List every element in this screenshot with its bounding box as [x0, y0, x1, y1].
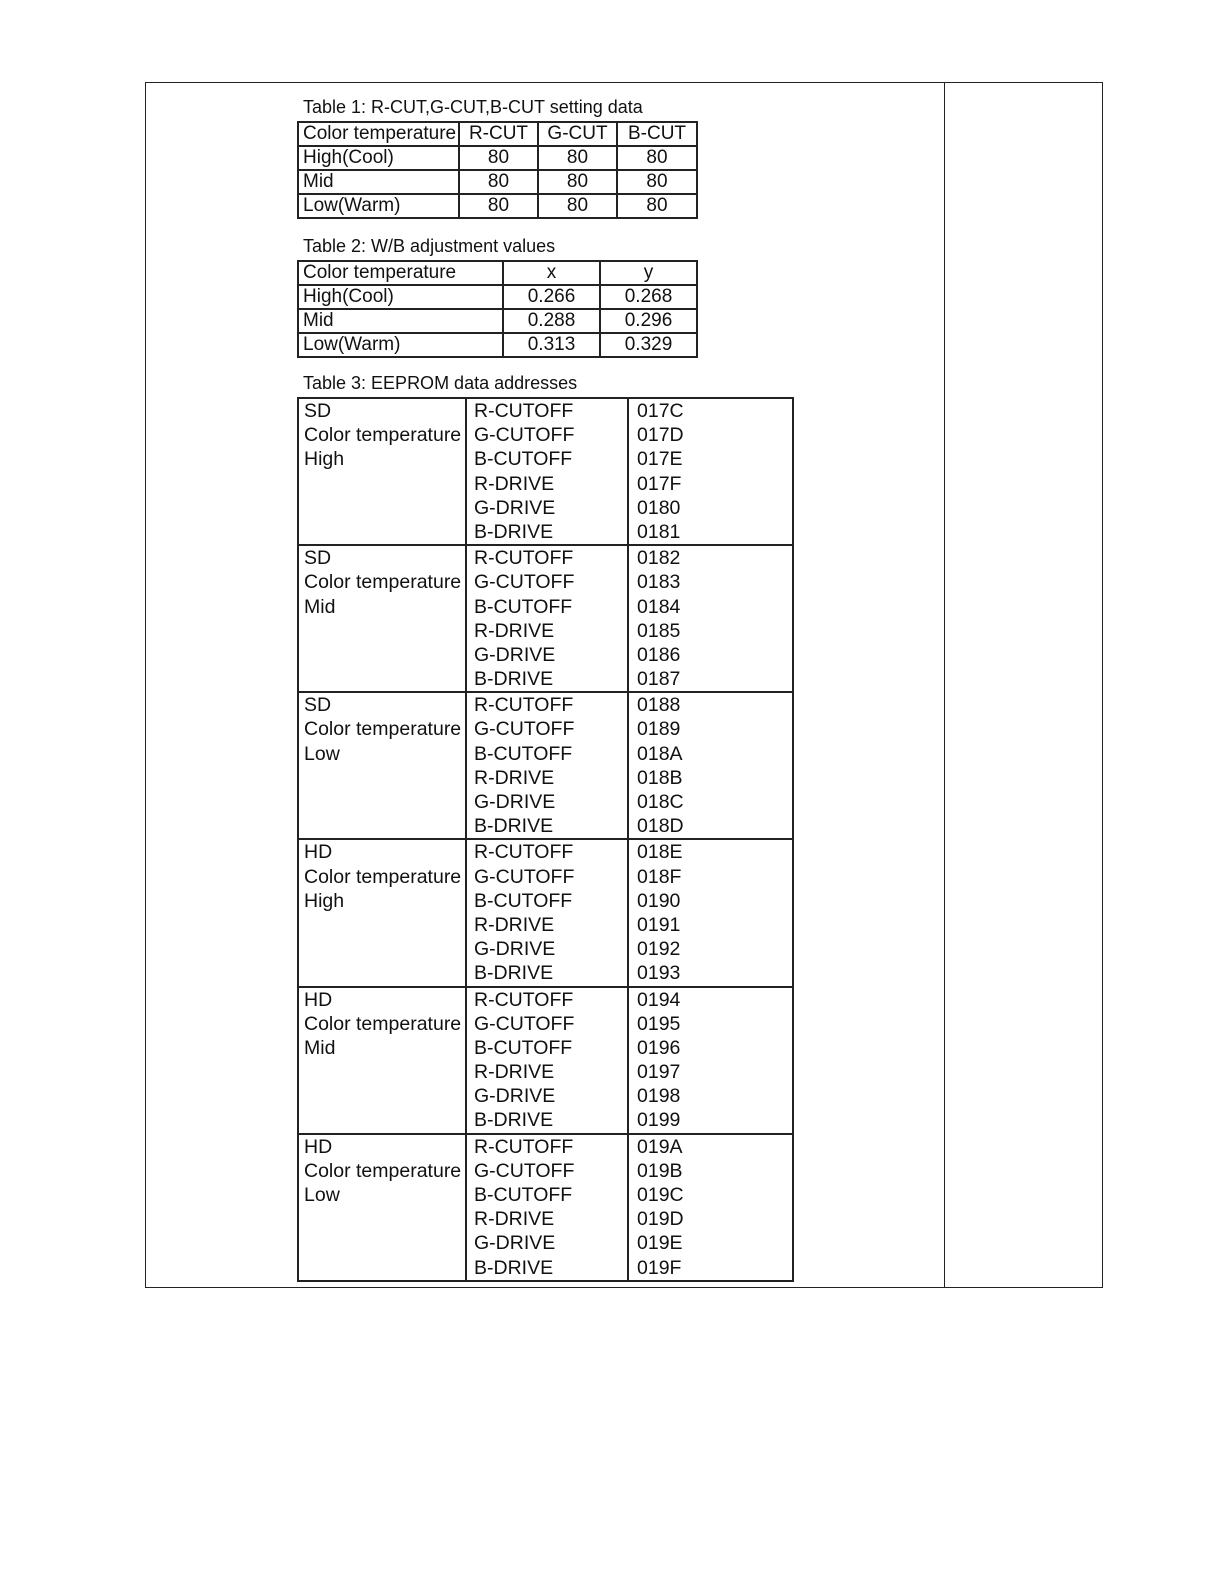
address-cell	[628, 839, 793, 986]
table-cell: 80	[538, 170, 617, 194]
group-label-cell-line: High	[304, 448, 345, 471]
table-cell: 0.288	[503, 309, 600, 333]
group-label-cell-line: SD	[304, 547, 332, 570]
group-label-cell	[298, 987, 466, 1134]
address-cell	[628, 398, 793, 545]
signal-cell	[466, 398, 628, 545]
group-label-cell	[298, 839, 466, 986]
group-label-cell-line: Mid	[304, 595, 336, 618]
address-cell-line: 018E	[637, 841, 683, 864]
address-cell-line: 0191	[637, 913, 681, 936]
address-cell-line: 0196	[637, 1036, 681, 1059]
address-cell-line: 019D	[637, 1208, 684, 1231]
frame-column-divider	[944, 82, 945, 1288]
address-cell-line: 0195	[637, 1012, 681, 1035]
address-cell-line: 0189	[637, 718, 681, 741]
signal-cell	[466, 692, 628, 839]
table-row	[298, 194, 697, 218]
header-cell: Color temperature	[298, 122, 459, 146]
address-cell-line: 0184	[637, 595, 681, 618]
address-cell-line: 0185	[637, 619, 681, 642]
signal-cell-line: G-CUTOFF	[474, 571, 575, 594]
signal-cell-line: G-DRIVE	[474, 643, 556, 666]
address-cell-line: 018C	[637, 791, 684, 813]
address-cell-line: 019B	[637, 1159, 683, 1182]
signal-cell-line: B-DRIVE	[474, 520, 554, 543]
group-label-cell-line: SD	[304, 694, 332, 717]
table-cell: 80	[538, 194, 617, 218]
signal-cell	[466, 545, 628, 692]
table-cell: 0.313	[503, 333, 600, 357]
signal-cell-line: R-DRIVE	[474, 472, 555, 495]
group-label-cell-line: Color temperature	[304, 1159, 462, 1182]
address-cell-line: 017F	[637, 472, 682, 495]
address-cell-line: 0199	[637, 1109, 681, 1132]
signal-cell-line: G-DRIVE	[474, 1085, 556, 1108]
group-label-cell-line: SD	[304, 400, 332, 422]
signal-cell-line: R-CUTOFF	[474, 400, 574, 422]
signal-cell-line: B-DRIVE	[474, 962, 554, 985]
signal-cell-line: G-CUTOFF	[474, 1012, 575, 1035]
row-label: Mid	[298, 170, 459, 194]
table-row	[298, 309, 697, 333]
table2-caption: Table 2: W/B adjustment values	[303, 236, 556, 256]
signal-cell-line: G-DRIVE	[474, 791, 556, 813]
signal-cell-line: G-CUTOFF	[474, 718, 575, 741]
signal-cell-line: B-CUTOFF	[474, 889, 573, 912]
group-label-cell-line: Color temperature	[304, 1012, 462, 1035]
address-cell-line: 017D	[637, 424, 684, 447]
table-cell: 80	[538, 146, 617, 170]
group-label-cell-line: Color temperature	[304, 424, 462, 447]
signal-cell-line: G-CUTOFF	[474, 865, 575, 888]
signal-cell	[466, 839, 628, 986]
address-cell-line: 0193	[637, 962, 681, 985]
group-label-cell	[298, 692, 466, 839]
signal-cell-line: B-DRIVE	[474, 668, 554, 691]
group-label-cell-line: Low	[304, 742, 340, 765]
address-cell-line: 0197	[637, 1061, 681, 1084]
table3-caption: Table 3: EEPROM data addresses	[303, 373, 578, 393]
address-cell-line: 0190	[637, 889, 681, 912]
address-cell-line: 019A	[637, 1135, 683, 1158]
address-cell-line: 019E	[637, 1232, 683, 1255]
address-cell-line: 0183	[637, 571, 681, 594]
table-row	[298, 333, 697, 357]
group-label-cell-line: Color temperature	[304, 571, 462, 594]
table-cell: 80	[459, 170, 538, 194]
address-group-row	[298, 1134, 793, 1281]
row-label: High(Cool)	[298, 285, 503, 309]
table-row	[298, 170, 697, 194]
table-cell: 80	[617, 170, 697, 194]
wb-adjustment-table	[297, 260, 698, 358]
address-cell-line: 018B	[637, 766, 683, 789]
table-cell: 0.329	[600, 333, 697, 357]
address-cell-line: 0198	[637, 1085, 681, 1108]
signal-cell-line: G-CUTOFF	[474, 424, 575, 447]
table-header-row	[298, 122, 697, 146]
address-cell-line: 0182	[637, 547, 681, 570]
address-cell-line: 0192	[637, 938, 681, 961]
group-label-cell-line: High	[304, 889, 345, 912]
group-label-cell	[298, 398, 466, 545]
address-cell-line: 0186	[637, 643, 681, 666]
signal-cell-line: R-DRIVE	[474, 766, 555, 789]
group-label-cell-line: Color temperature	[304, 718, 462, 741]
header-cell: x	[503, 261, 600, 285]
row-label: Mid	[298, 309, 503, 333]
table-cell: 80	[459, 194, 538, 218]
address-cell-line: 0187	[637, 668, 681, 691]
signal-cell-line: R-CUTOFF	[474, 1135, 574, 1158]
group-label-cell-line: Mid	[304, 1036, 336, 1059]
row-label: High(Cool)	[298, 146, 459, 170]
address-cell-line: 017C	[637, 400, 684, 422]
signal-cell-line: G-DRIVE	[474, 1232, 556, 1255]
address-cell-line: 019C	[637, 1184, 684, 1206]
header-cell: R-CUT	[459, 122, 538, 146]
table-cell: 80	[617, 194, 697, 218]
signal-cell-line: R-DRIVE	[474, 619, 555, 642]
signal-cell-line: R-DRIVE	[474, 913, 555, 936]
signal-cell-line: R-CUTOFF	[474, 841, 574, 864]
header-cell: Color temperature	[298, 261, 503, 285]
address-cell	[628, 545, 793, 692]
signal-cell-line: B-CUTOFF	[474, 1036, 573, 1059]
signal-cell-line: R-DRIVE	[474, 1061, 555, 1084]
signal-cell	[466, 1134, 628, 1281]
signal-cell-line: B-DRIVE	[474, 1109, 554, 1132]
address-cell-line: 018A	[637, 742, 683, 765]
header-cell: B-CUT	[617, 122, 697, 146]
address-cell-line: 0188	[637, 694, 681, 717]
header-cell: y	[600, 261, 697, 285]
address-group-row	[298, 545, 793, 692]
signal-cell-line: R-CUTOFF	[474, 988, 574, 1011]
signal-cell-line: G-CUTOFF	[474, 1159, 575, 1182]
row-label: Low(Warm)	[298, 194, 459, 218]
signal-cell-line: B-CUTOFF	[474, 742, 573, 765]
table-cell: 0.296	[600, 309, 697, 333]
table-row	[298, 285, 697, 309]
address-cell-line: 018F	[637, 865, 682, 888]
signal-cell-line: R-CUTOFF	[474, 547, 574, 570]
address-cell-line: 0180	[637, 496, 681, 519]
signal-cell-line: B-CUTOFF	[474, 1184, 573, 1206]
group-label-cell-line: HD	[304, 1135, 333, 1158]
eeprom-address-table	[297, 397, 794, 1282]
group-label-cell	[298, 545, 466, 692]
address-group-row	[298, 398, 793, 545]
signal-cell-line: B-CUTOFF	[474, 595, 573, 618]
signal-cell-line: R-CUTOFF	[474, 694, 574, 717]
group-label-cell-line: Low	[304, 1184, 340, 1206]
address-cell	[628, 1134, 793, 1281]
header-cell: G-CUT	[538, 122, 617, 146]
group-label-cell-line: HD	[304, 988, 333, 1011]
group-label-cell-line: Color temperature	[304, 865, 462, 888]
table-cell: 80	[459, 146, 538, 170]
address-cell-line: 017E	[637, 448, 683, 471]
address-cell-line: 0181	[637, 520, 681, 543]
table-header-row	[298, 261, 697, 285]
signal-cell-line: G-DRIVE	[474, 496, 556, 519]
table-cell: 0.268	[600, 285, 697, 309]
signal-cell-line: B-DRIVE	[474, 1256, 554, 1279]
eeprom-address-body	[298, 398, 793, 1281]
address-group-row	[298, 692, 793, 839]
address-cell	[628, 987, 793, 1134]
address-cell-line: 018D	[637, 815, 684, 838]
signal-cell-line: B-CUTOFF	[474, 448, 573, 471]
table-cell: 80	[617, 146, 697, 170]
signal-cell-line: G-DRIVE	[474, 938, 556, 961]
address-cell-line: 019F	[637, 1256, 682, 1279]
address-cell	[628, 692, 793, 839]
row-label: Low(Warm)	[298, 333, 503, 357]
address-group-row	[298, 839, 793, 986]
table1-caption: Table 1: R-CUT,G-CUT,B-CUT setting data	[303, 97, 643, 117]
cut-setting-table	[297, 121, 698, 219]
signal-cell-line: R-DRIVE	[474, 1208, 555, 1231]
group-label-cell-line: HD	[304, 841, 333, 864]
signal-cell	[466, 987, 628, 1134]
group-label-cell	[298, 1134, 466, 1281]
table-row	[298, 146, 697, 170]
address-group-row	[298, 987, 793, 1134]
address-cell-line: 0194	[637, 988, 681, 1011]
signal-cell-line: B-DRIVE	[474, 815, 554, 838]
table-cell: 0.266	[503, 285, 600, 309]
